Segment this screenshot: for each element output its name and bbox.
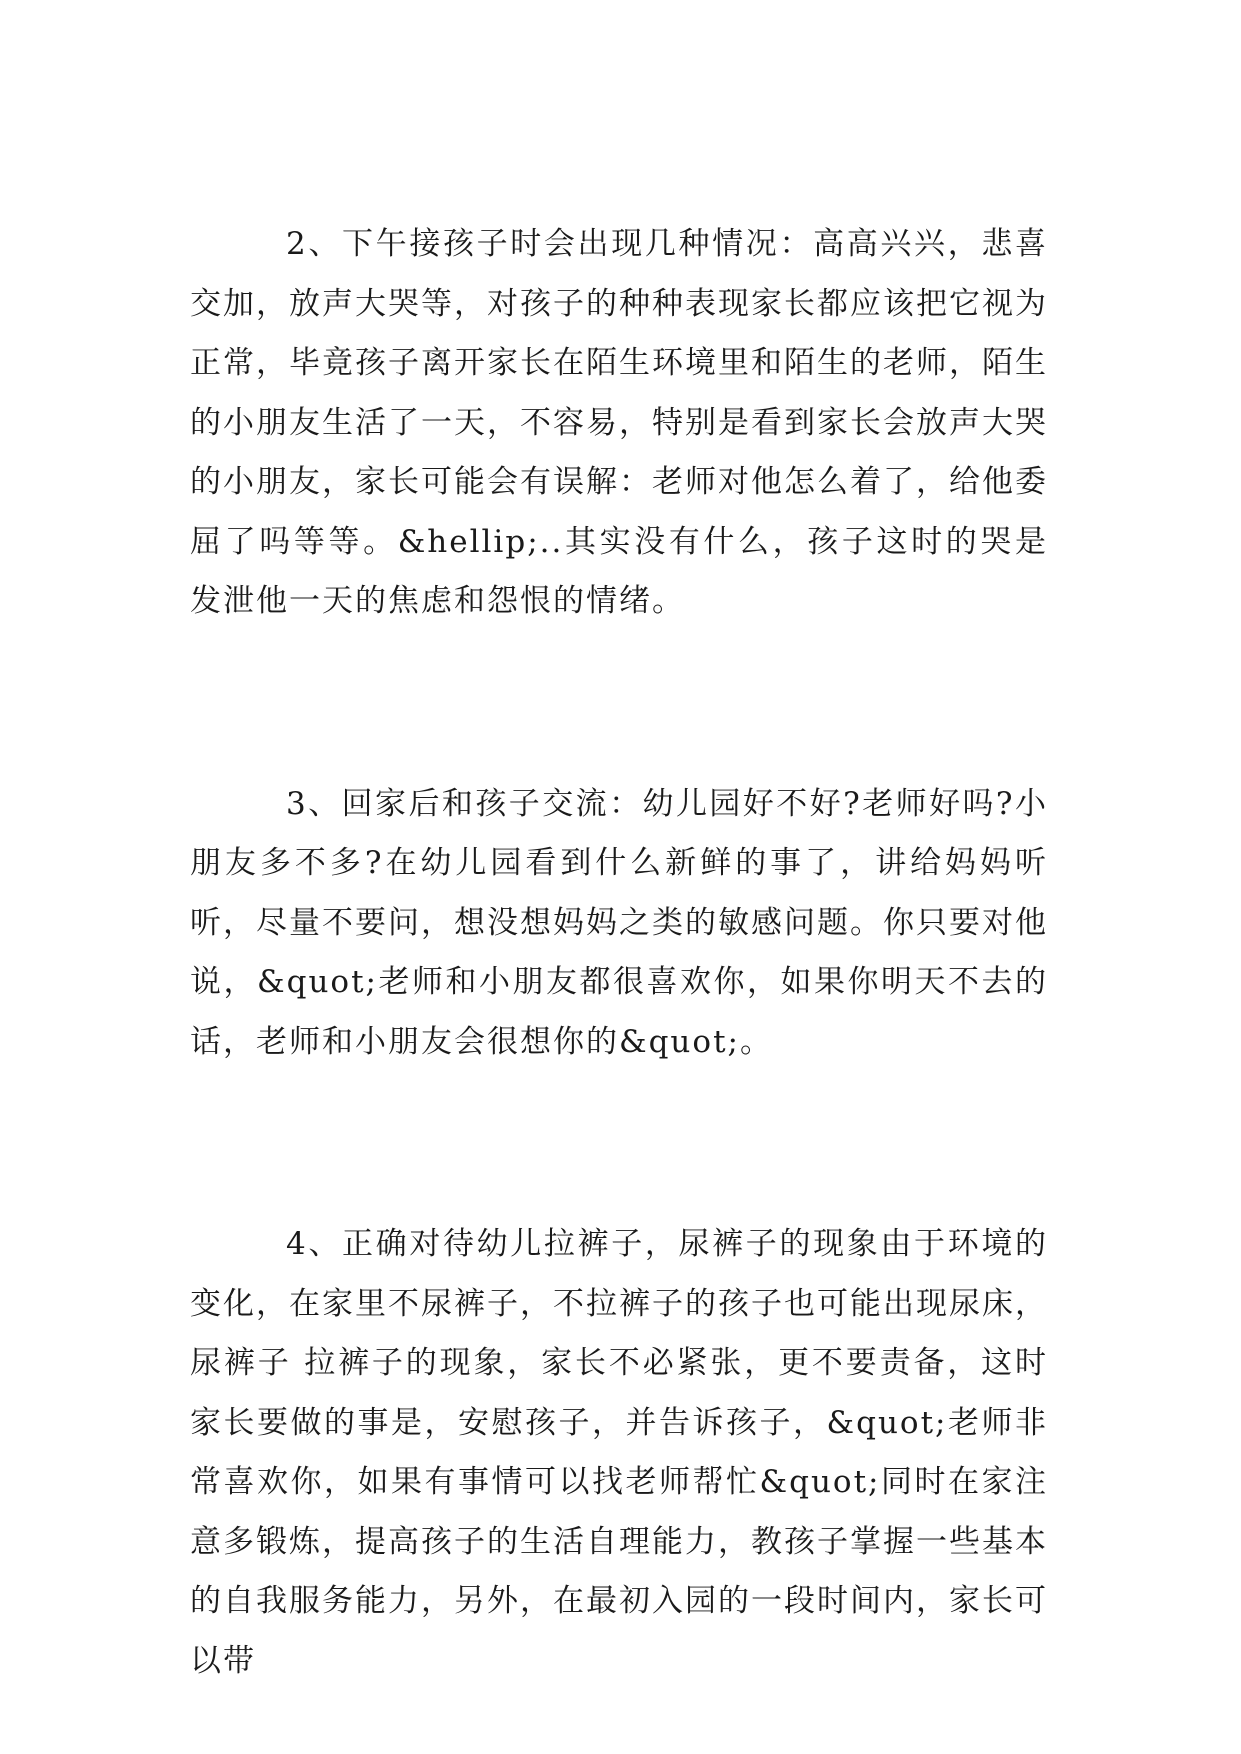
document-body — [190, 215, 1048, 1691]
paragraph-accidents: 4、正确对待幼儿拉裤子，尿裤子的现象由于环境的变化，在家里不尿裤子，不拉裤子的孩子也可能出现尿床，尿裤子 拉裤子的现象，家长不必紧张，更不要责备，这时家长要做的事是，安慰孩子，并告诉孩子，&quot;老师非常喜欢你，如果有事情可以找老师帮忙&quot;同时在家注意多锻炼，提高孩子的生活自理能力，教孩子掌握一些基本的自我服务能力，另外，在最初入园的一段时间内，家长可以带 — [190, 1226, 1048, 1679]
paragraph-pickup: 2、下午接孩子时会出现几种情况：高高兴兴，悲喜交加，放声大哭等，对孩子的种种表现家长都应该把它视为正常，毕竟孩子离开家长在陌生环境里和陌生的老师，陌生的小朋友生活了一天，不容易，特别是看到家长会放声大哭的小朋友，家长可能会有误解：老师对他怎么着了，给他委屈了吗等等。&hellip;..其实没有什么，孩子这时的哭是发泄他一天的焦虑和怨恨的情绪。 — [190, 226, 1048, 619]
paragraph-home-communication: 3、回家后和孩子交流：幼儿园好不好?老师好吗?小朋友多不多?在幼儿园看到什么新鲜的事了，讲给妈妈听听，尽量不要问，想没想妈妈之类的敏感问题。你只要对他说，&quot;老师和小朋友都很喜欢你，如果你明天不去的话，老师和小朋友会很想你的&quot;。 — [190, 785, 1048, 1060]
